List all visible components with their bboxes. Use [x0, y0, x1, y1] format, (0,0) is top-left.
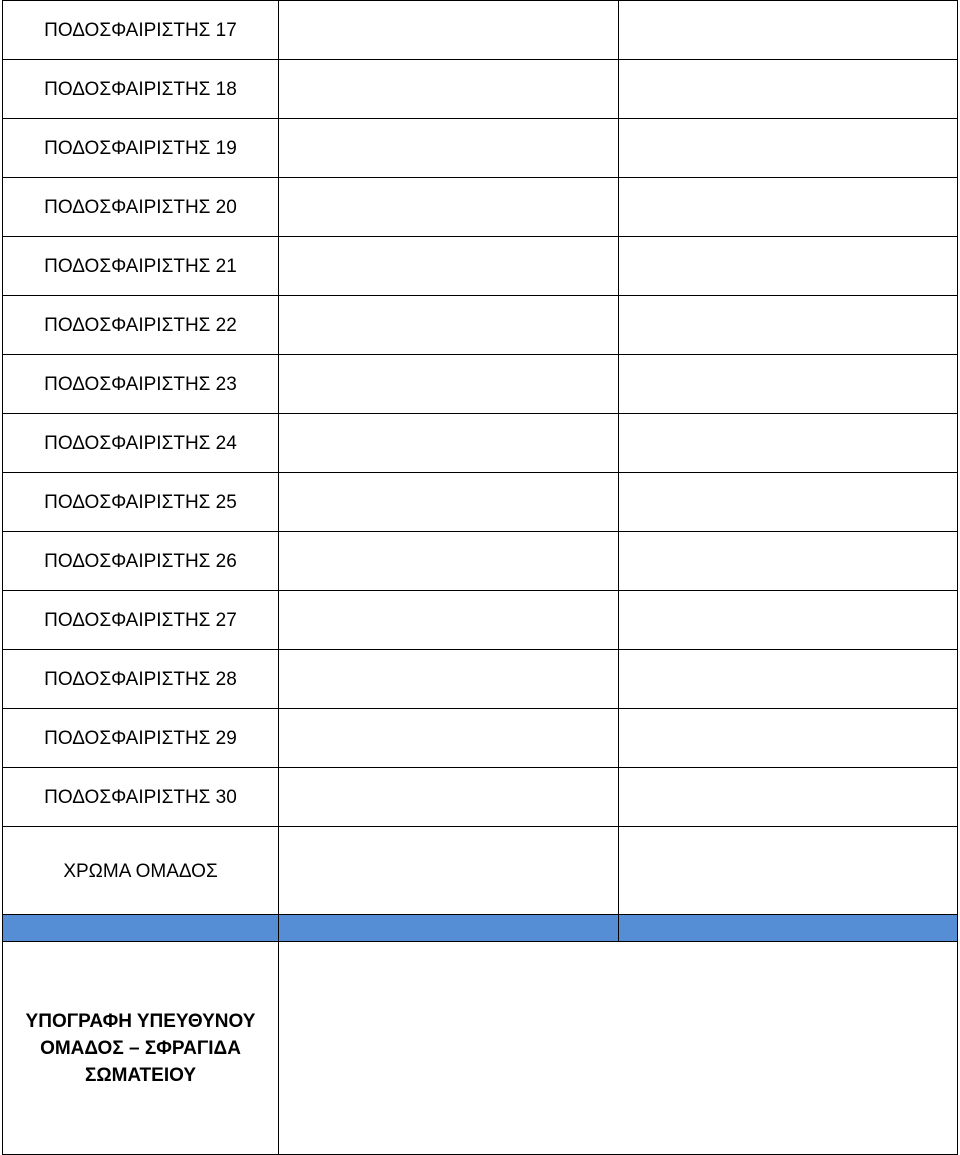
signature-area[interactable]	[279, 942, 958, 1155]
team-color-cell-1[interactable]	[279, 827, 619, 915]
player-label: ΠΟΔΟΣΦΑΙΡΙΣΤΗΣ 22	[3, 296, 279, 355]
player-name-cell[interactable]	[279, 650, 619, 709]
player-id-cell[interactable]	[619, 473, 958, 532]
player-row	[3, 60, 958, 119]
player-name-cell[interactable]	[279, 296, 619, 355]
team-color-cell-2[interactable]	[619, 827, 958, 915]
player-name-cell[interactable]	[279, 237, 619, 296]
signature-line-2: ΟΜΑΔΟΣ – ΣΦΡΑΓΙΔΑ	[40, 1037, 241, 1059]
player-rows	[3, 1, 958, 1155]
roster-form	[2, 0, 957, 1155]
player-id-cell[interactable]	[619, 532, 958, 591]
player-label: ΠΟΔΟΣΦΑΙΡΙΣΤΗΣ 18	[3, 60, 279, 119]
signature-line-1: ΥΠΟΓΡΑΦΗ ΥΠΕΥΘΥΝΟΥ	[25, 1010, 256, 1032]
player-label: ΠΟΔΟΣΦΑΙΡΙΣΤΗΣ 20	[3, 178, 279, 237]
player-label: ΠΟΔΟΣΦΑΙΡΙΣΤΗΣ 24	[3, 414, 279, 473]
player-label: ΠΟΔΟΣΦΑΙΡΙΣΤΗΣ 21	[3, 237, 279, 296]
player-row	[3, 414, 958, 473]
player-label: ΠΟΔΟΣΦΑΙΡΙΣΤΗΣ 19	[3, 119, 279, 178]
player-id-cell[interactable]	[619, 591, 958, 650]
player-id-cell[interactable]	[619, 237, 958, 296]
signature-row	[3, 942, 958, 1155]
player-row	[3, 650, 958, 709]
player-name-cell[interactable]	[279, 473, 619, 532]
player-row	[3, 178, 958, 237]
separator-cell	[619, 915, 958, 942]
player-label: ΠΟΔΟΣΦΑΙΡΙΣΤΗΣ 23	[3, 355, 279, 414]
player-id-cell[interactable]	[619, 650, 958, 709]
player-row	[3, 1, 958, 60]
signature-label	[3, 942, 279, 1155]
team-color-row	[3, 827, 958, 915]
player-label: ΠΟΔΟΣΦΑΙΡΙΣΤΗΣ 25	[3, 473, 279, 532]
player-name-cell[interactable]	[279, 709, 619, 768]
player-id-cell[interactable]	[619, 768, 958, 827]
player-id-cell[interactable]	[619, 355, 958, 414]
separator-cell	[3, 915, 279, 942]
player-row	[3, 591, 958, 650]
player-id-cell[interactable]	[619, 119, 958, 178]
player-label: ΠΟΔΟΣΦΑΙΡΙΣΤΗΣ 30	[3, 768, 279, 827]
player-id-cell[interactable]	[619, 178, 958, 237]
player-label: ΠΟΔΟΣΦΑΙΡΙΣΤΗΣ 28	[3, 650, 279, 709]
separator-cell	[279, 915, 619, 942]
player-name-cell[interactable]	[279, 1, 619, 60]
player-row	[3, 296, 958, 355]
player-id-cell[interactable]	[619, 296, 958, 355]
roster-table	[2, 0, 958, 1155]
player-name-cell[interactable]	[279, 591, 619, 650]
player-row	[3, 473, 958, 532]
player-label: ΠΟΔΟΣΦΑΙΡΙΣΤΗΣ 26	[3, 532, 279, 591]
player-name-cell[interactable]	[279, 119, 619, 178]
player-label: ΠΟΔΟΣΦΑΙΡΙΣΤΗΣ 17	[3, 1, 279, 60]
player-id-cell[interactable]	[619, 1, 958, 60]
player-label: ΠΟΔΟΣΦΑΙΡΙΣΤΗΣ 29	[3, 709, 279, 768]
player-name-cell[interactable]	[279, 60, 619, 119]
player-row	[3, 237, 958, 296]
player-row	[3, 709, 958, 768]
player-row	[3, 119, 958, 178]
player-row	[3, 768, 958, 827]
signature-line-3: ΣΩΜΑΤΕΙΟΥ	[84, 1064, 197, 1086]
player-name-cell[interactable]	[279, 178, 619, 237]
player-name-cell[interactable]	[279, 414, 619, 473]
player-row	[3, 532, 958, 591]
player-id-cell[interactable]	[619, 60, 958, 119]
player-id-cell[interactable]	[619, 709, 958, 768]
player-name-cell[interactable]	[279, 532, 619, 591]
player-name-cell[interactable]	[279, 355, 619, 414]
player-id-cell[interactable]	[619, 414, 958, 473]
separator-row	[3, 915, 958, 942]
player-row	[3, 355, 958, 414]
player-label: ΠΟΔΟΣΦΑΙΡΙΣΤΗΣ 27	[3, 591, 279, 650]
player-name-cell[interactable]	[279, 768, 619, 827]
team-color-label: ΧΡΩΜΑ ΟΜΑΔΟΣ	[3, 827, 279, 915]
